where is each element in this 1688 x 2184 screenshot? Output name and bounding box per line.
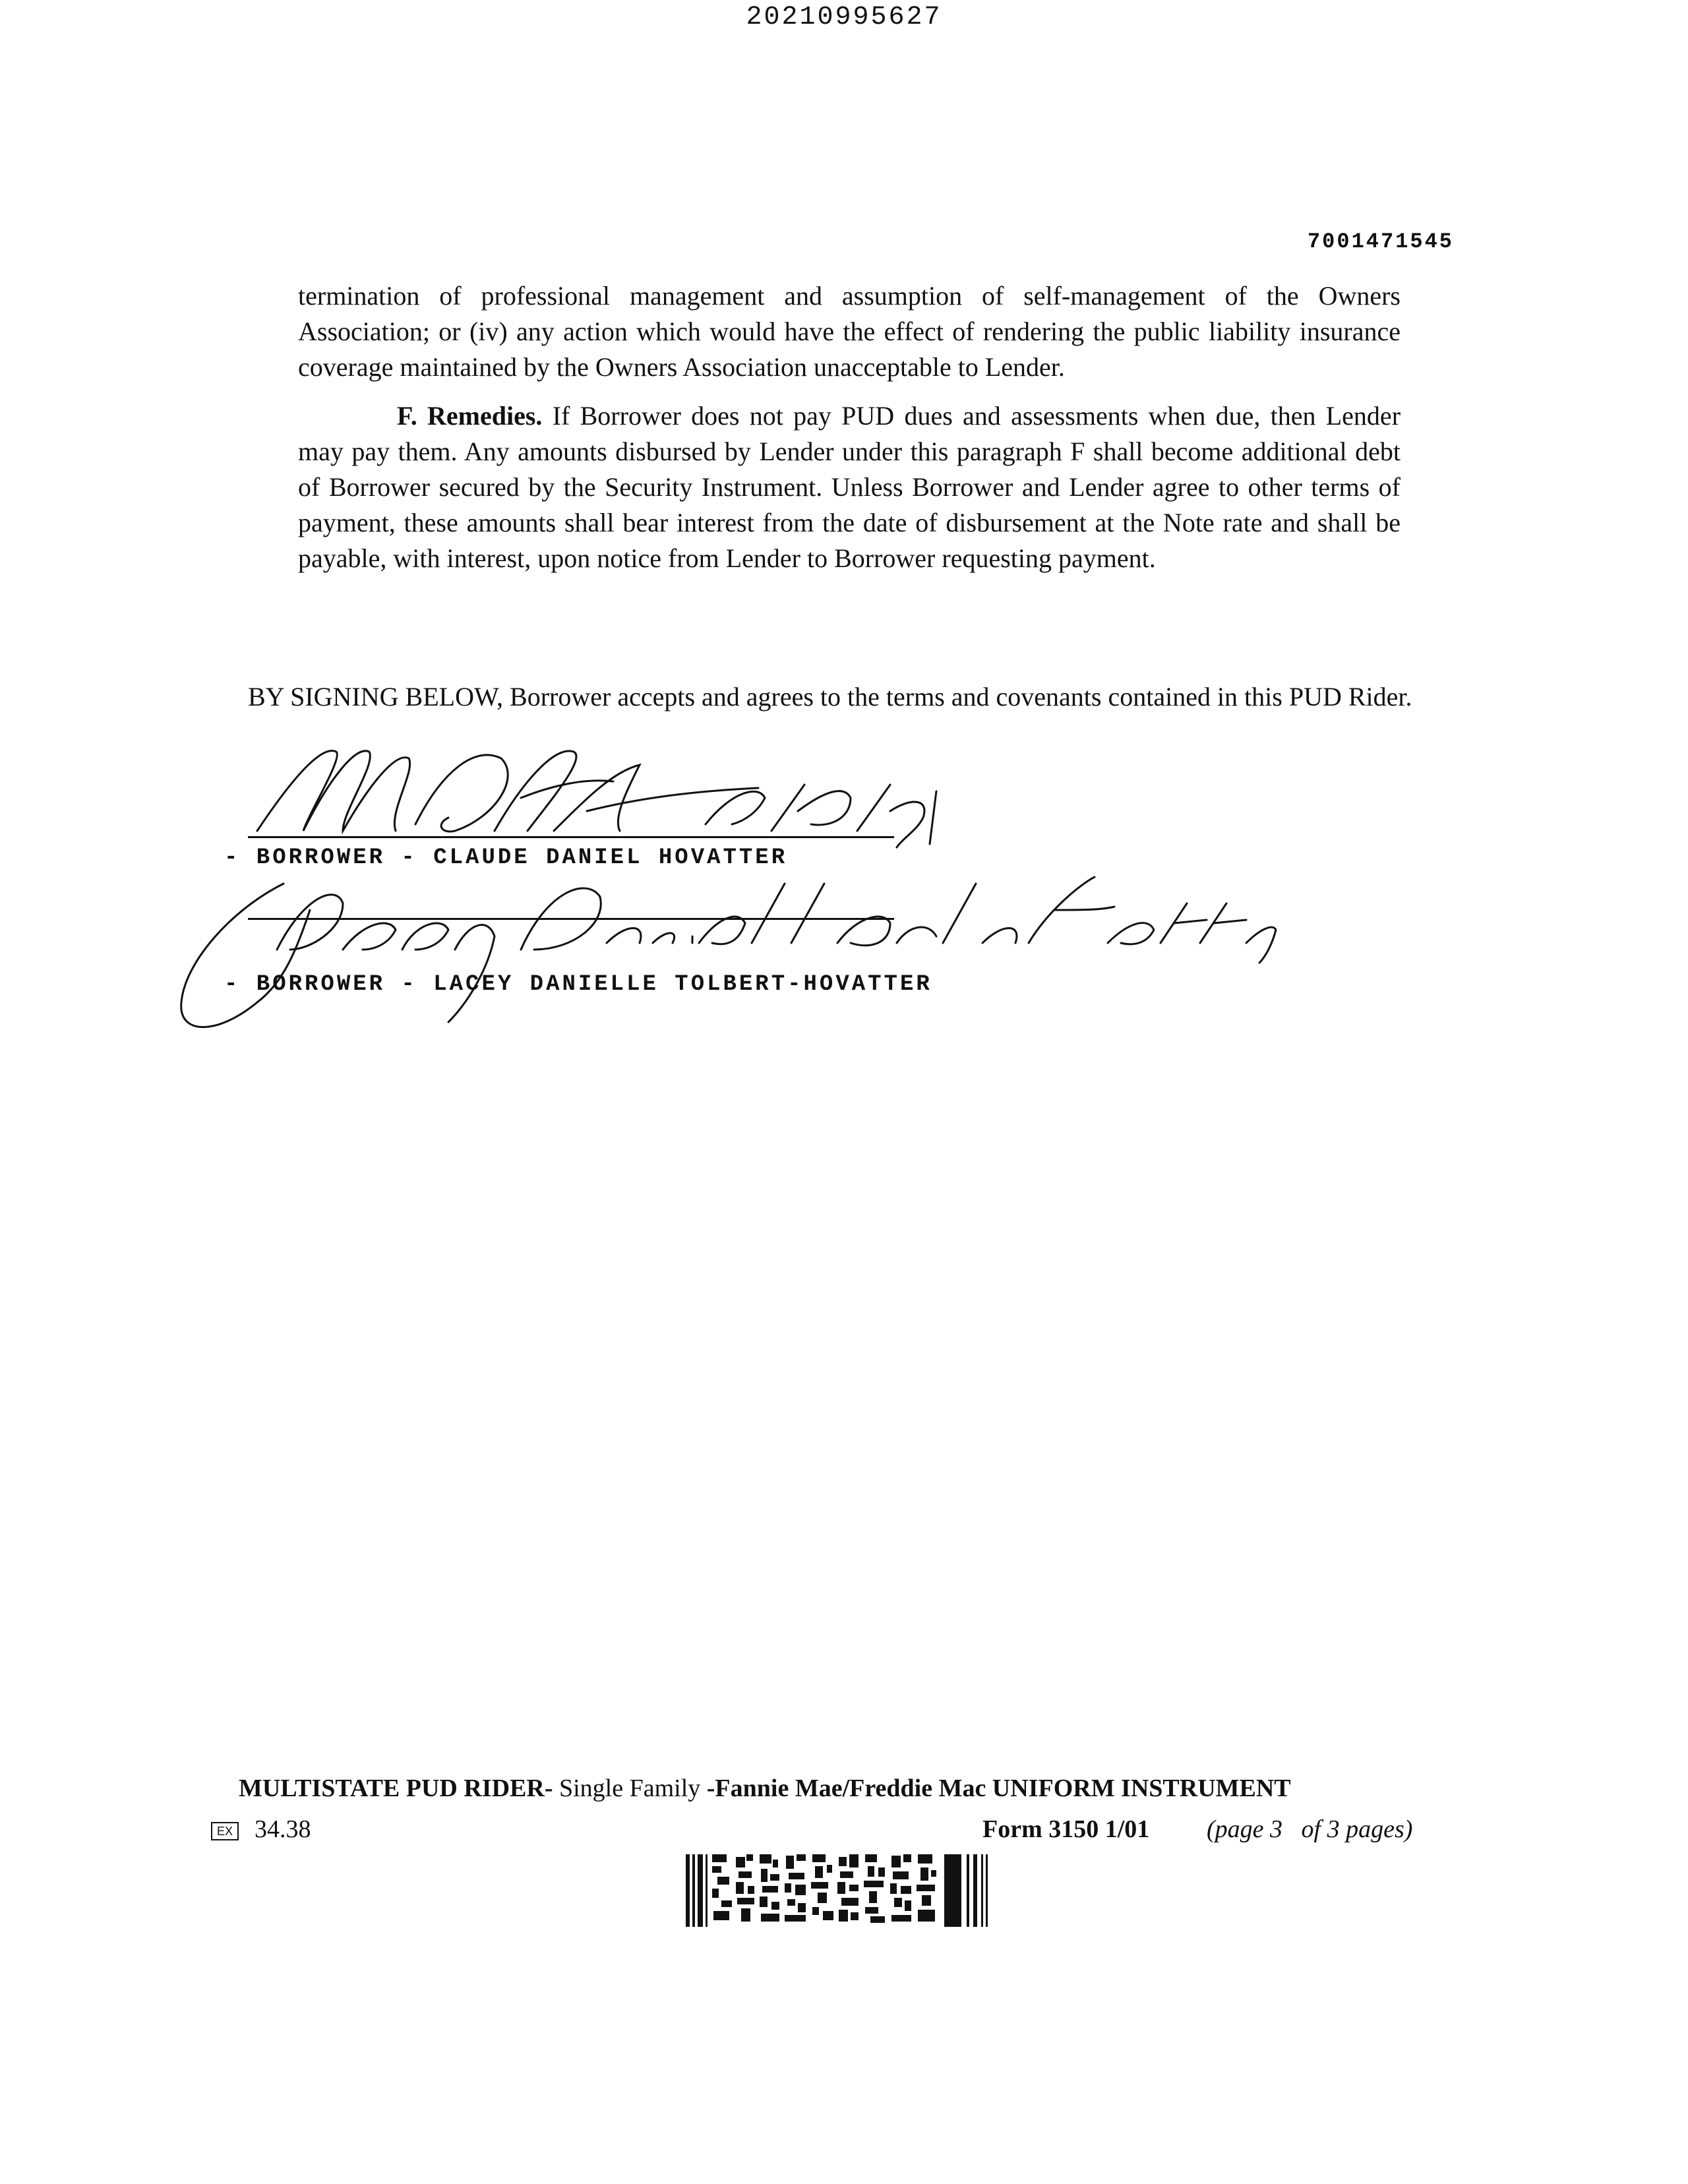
paragraph-f-text: If Borrower does not pay PUD dues and assessments when due, then Lender may pay them. Any amounts disbursed by Lender under this paragraph F shall become additional debt of Borrower secured by the Security Instrument. Unless Borrower and Lender agree to other terms of payment, these amounts shall bear interest from the date of disbursement at the Note rate and shall be payable, with interest, upon notice from Lender to Borrower requesting payment. xyxy=(298,401,1401,573)
form-title-part-3: -Fannie Mae/Freddie Mac UNIFORM INSTRUMENT xyxy=(706,1774,1291,1802)
signature-claude-hovatter xyxy=(244,732,969,851)
paragraph-f-remedies xyxy=(298,398,1401,576)
paragraph-e-continued: termination of professional management and assumption of self-management of the Owners Association; or (iv) any action which would have the effect of rendering the public liability insurance coverage maintained by the Owners Association unacceptable to Lender. xyxy=(298,281,1401,382)
barcode xyxy=(686,1854,989,1927)
form-title xyxy=(239,1774,1399,1803)
form-number: Form 3150 1/01 xyxy=(982,1815,1150,1843)
signature-label-1: - BORROWER - CLAUDE DANIEL HOVATTER xyxy=(224,845,788,870)
loan-number: 7001471545 xyxy=(1307,229,1454,254)
paragraph-f-heading: F. Remedies. xyxy=(397,401,543,431)
signature-label-2: - BORROWER - LACEY DANIELLE TOLBERT-HOVATTER xyxy=(224,972,932,997)
footer-code xyxy=(211,1815,311,1844)
recording-number: 20210995627 xyxy=(746,3,942,32)
signature-line-2 xyxy=(248,918,894,920)
signature-line-1 xyxy=(248,836,894,838)
footer-code-value: 34.38 xyxy=(255,1815,311,1843)
form-title-part-2: Single Family xyxy=(553,1774,707,1802)
page-info: (page 3 of 3 pages) xyxy=(1207,1815,1413,1843)
ex-icon: EX xyxy=(211,1822,239,1840)
form-title-part-1: MULTISTATE PUD RIDER- xyxy=(239,1774,553,1802)
signature-lacey-tolbert-hovatter xyxy=(178,870,1286,1042)
signing-statement: BY SIGNING BELOW, Borrower accepts and agrees to the terms and covenants contained in this PUD Rider. xyxy=(248,682,1412,712)
